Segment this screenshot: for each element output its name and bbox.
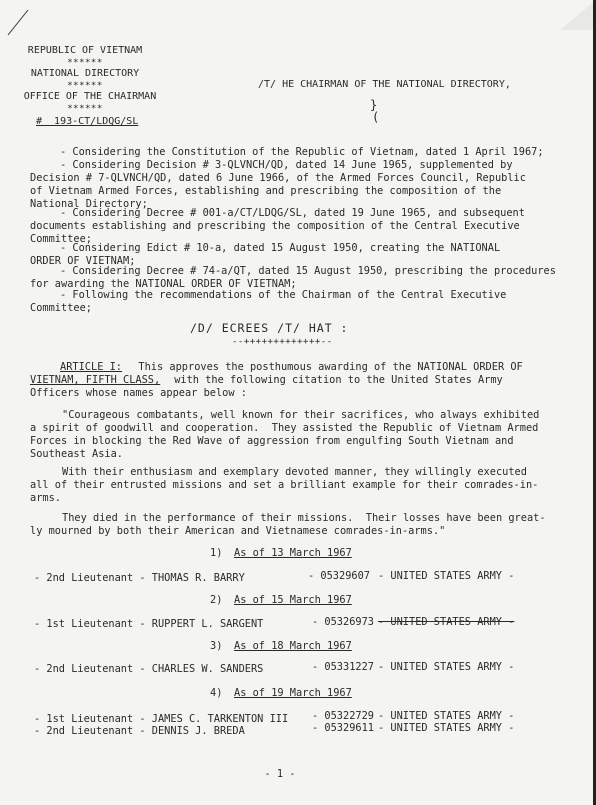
consideration-line: - Following the recommendations of the Chairman of the Central Executive <box>60 289 507 301</box>
article-text: This approves the posthumous awarding of the NATIONAL ORDER OF <box>126 361 523 373</box>
citation-line: arms. <box>30 492 61 504</box>
consideration-line: - Considering Edict # 10-a, dated 15 August 1950, creating the NATIONAL <box>60 242 501 254</box>
group-number: 1) <box>210 547 223 559</box>
group-number: 2) <box>210 594 223 606</box>
citation-line: Forces in blocking the Red Wave of aggression from engulfing South Vietnam and <box>30 435 514 447</box>
citation-line: ly mourned by both their American and Vietnamese comrades-in-arms." <box>30 525 446 537</box>
service-number: - 05326973 <box>312 616 374 628</box>
unit-label: - UNITED STATES ARMY - <box>378 661 515 673</box>
article-label: ARTICLE I: <box>60 361 122 373</box>
decree-number: # 193-CT/LDQG/SL <box>36 116 139 127</box>
header-stars-1: ****** <box>67 58 103 68</box>
decrees-heading: /D/ ECREES /T/ HAT : <box>190 321 349 335</box>
consideration-line: ORDER OF VIETNAM; <box>30 255 136 267</box>
consideration-line: documents establishing and prescribing the composition of the Central Executive <box>30 220 520 232</box>
consideration-line: - Considering the Constitution of the Republic of Vietnam, dated 1 April 1967; <box>60 146 544 158</box>
unit-label: - UNITED STATES ARMY - <box>378 722 515 734</box>
article-text: Officers whose names appear below : <box>30 387 247 399</box>
citation-line: Southeast Asia. <box>30 448 123 460</box>
header-directory: NATIONAL DIRECTORY <box>30 68 140 79</box>
consideration-line: - Considering Decree # 001-a/CT/LDQG/SL, dated 19 June 1965, and subsequent <box>60 207 525 219</box>
header-republic: REPUBLIC OF VIETNAM <box>27 45 143 56</box>
group-number: 4) <box>210 687 223 699</box>
article-text: with the following citation to the United States Army <box>168 374 503 386</box>
group-date: As of 18 March 1967 <box>234 640 352 652</box>
unit-label: - UNITED STATES ARMY - <box>378 710 515 722</box>
group-date: As of 19 March 1967 <box>234 687 352 699</box>
header-stars-2: ****** <box>67 81 103 91</box>
citation-line: all of their entrusted missions and set a brilliant example for their comrades-in- <box>30 479 539 491</box>
service-number: - 05329607 <box>308 570 370 582</box>
consideration-line: Committee; <box>30 233 92 245</box>
officer-name: - 2nd Lieutenant - THOMAS R. BARRY <box>34 572 245 584</box>
consideration-line: - Considering Decree # 74-a/QT, dated 15 August 1950, prescribing the procedures <box>60 265 556 277</box>
officer-name: - 1st Lieutenant - JAMES C. TARKENTON III <box>34 713 289 725</box>
citation-line: With their enthusiasm and exemplary devoted manner, they willingly executed <box>62 466 527 478</box>
order-name: VIETNAM, FIFTH CLASS, <box>30 374 161 386</box>
unit-label: - UNITED STATES ARMY - <box>378 616 515 628</box>
group-number: 3) <box>210 640 223 652</box>
consideration-line: - Considering Decision # 3-QLVNCH/QD, dated 14 June 1965, supplemented by <box>60 159 513 171</box>
citation-line: They died in the performance of their missions. Their losses have been great- <box>62 512 546 524</box>
consideration-line: Decision # 7-QLVNCH/QD, dated 6 June 1966, of the Armed Forces Council, Republic <box>30 172 526 184</box>
consideration-line: Committee; <box>30 302 92 314</box>
consideration-line: National Directory; <box>30 198 148 210</box>
header-stars-3: ****** <box>67 104 103 114</box>
decrees-rule: --+++++++++++++-- <box>232 337 333 347</box>
page-number: - 1 - <box>264 768 296 780</box>
officer-name: - 2nd Lieutenant - CHARLES W. SANDERS <box>34 663 264 675</box>
citation-line: "Courageous combatants, well known for their sacrifices, who always exhibited <box>62 409 540 421</box>
document-title: /T/ HE CHAIRMAN OF THE NATIONAL DIRECTORY, <box>258 79 511 90</box>
header-office: OFFICE OF THE CHAIRMAN <box>23 91 157 102</box>
group-date: As of 13 March 1967 <box>234 547 352 559</box>
group-date: As of 15 March 1967 <box>234 594 352 606</box>
officer-name: - 1st Lieutenant - RUPPERT L. SARGENT <box>34 618 264 630</box>
brace-mark: } <box>370 98 378 112</box>
officer-name: - 2nd Lieutenant - DENNIS J. BREDA <box>34 725 245 737</box>
service-number: - 05322729 <box>312 710 374 722</box>
service-number: - 05329611 <box>312 722 374 734</box>
service-number: - 05331227 <box>312 661 374 673</box>
unit-label: - UNITED STATES ARMY - <box>378 570 515 582</box>
consideration-line: of Vietnam Armed Forces, establishing and prescribing the composition of the <box>30 185 502 197</box>
brace-mark-2: ( <box>372 110 380 124</box>
citation-line: a spirit of goodwill and cooperation. They assisted the Republic of Vietnam Armed <box>30 422 539 434</box>
consideration-line: for awarding the NATIONAL ORDER OF VIETNAM; <box>30 278 297 290</box>
